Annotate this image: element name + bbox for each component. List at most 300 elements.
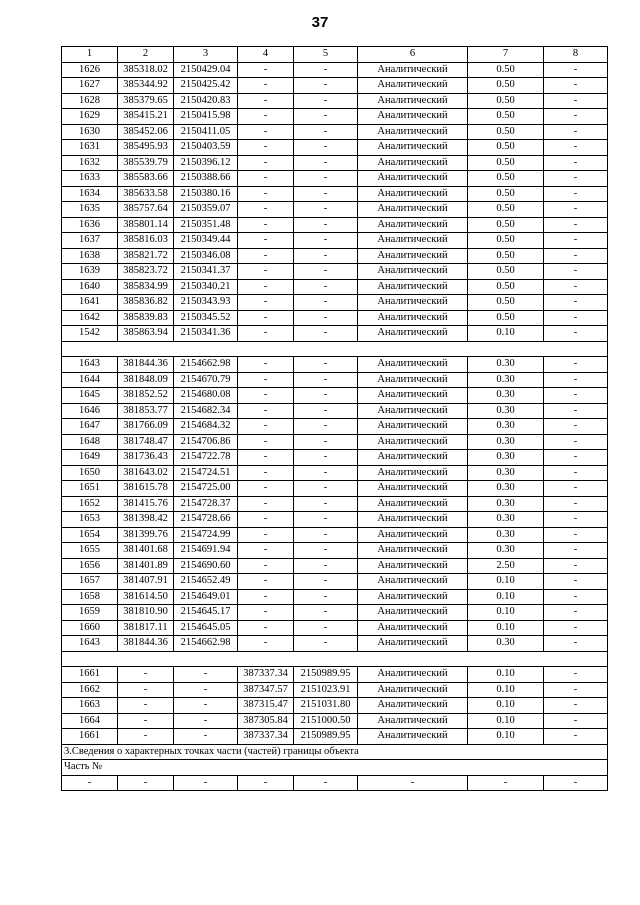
- table-row: [62, 403, 608, 419]
- table-cell: 1542: [62, 326, 118, 342]
- table-row: [62, 527, 608, 543]
- table-cell: 0.30: [468, 450, 544, 466]
- table-cell: 385801.14: [118, 217, 174, 233]
- table-cell: -: [294, 512, 358, 528]
- table-cell: 1659: [62, 605, 118, 621]
- table-cell: 381766.09: [118, 419, 174, 435]
- table-cell: 381615.78: [118, 481, 174, 497]
- table-cell: 2151023.91: [294, 682, 358, 698]
- table-cell: 381643.02: [118, 465, 174, 481]
- table-cell: -: [294, 62, 358, 78]
- table-cell: -: [294, 233, 358, 249]
- table-cell: 2150346.08: [174, 248, 238, 264]
- table-cell: -: [238, 140, 294, 156]
- table-cell: 385452.06: [118, 124, 174, 140]
- table-cell: 0.50: [468, 264, 544, 280]
- table-cell: Аналитический: [358, 682, 468, 698]
- table-row: [62, 636, 608, 652]
- table-cell: 3: [174, 47, 238, 63]
- table-cell: 2154728.66: [174, 512, 238, 528]
- table-cell: -: [544, 620, 608, 636]
- table-cell: 1634: [62, 186, 118, 202]
- table-cell: 381844.36: [118, 357, 174, 373]
- table-cell: 2150388.66: [174, 171, 238, 187]
- table-cell: -: [238, 775, 294, 791]
- table-cell: 381853.77: [118, 403, 174, 419]
- table-cell: -: [294, 419, 358, 435]
- table-row: [62, 140, 608, 156]
- table-cell: Аналитический: [358, 62, 468, 78]
- table-cell: 1658: [62, 589, 118, 605]
- table-cell: 385344.92: [118, 78, 174, 94]
- table-cell: 0.30: [468, 357, 544, 373]
- table-cell: 385836.82: [118, 295, 174, 311]
- table-cell: 2150425.42: [174, 78, 238, 94]
- table-row: [62, 729, 608, 745]
- table-cell: -: [544, 527, 608, 543]
- table-cell: Аналитический: [358, 403, 468, 419]
- table-cell: 1642: [62, 310, 118, 326]
- table-cell: 0.30: [468, 419, 544, 435]
- table-cell: -: [294, 589, 358, 605]
- table-cell: 2150343.93: [174, 295, 238, 311]
- table-row: [62, 558, 608, 574]
- table-cell: 0.10: [468, 620, 544, 636]
- table-cell: -: [294, 140, 358, 156]
- table-cell: 387315.47: [238, 698, 294, 714]
- table-cell: 387337.34: [238, 729, 294, 745]
- table-cell: -: [294, 558, 358, 574]
- table-cell: -: [174, 682, 238, 698]
- table-cell: Аналитический: [358, 496, 468, 512]
- table-row: [62, 667, 608, 683]
- table-cell: -: [294, 279, 358, 295]
- table-cell: -: [238, 620, 294, 636]
- table-cell: 385539.79: [118, 155, 174, 171]
- table-body: [62, 47, 608, 791]
- table-cell: Аналитический: [358, 465, 468, 481]
- table-cell: 381852.52: [118, 388, 174, 404]
- table-cell: 1655: [62, 543, 118, 559]
- table-cell: -: [238, 171, 294, 187]
- table-cell: 1653: [62, 512, 118, 528]
- table-cell: -: [544, 465, 608, 481]
- table-cell: 381614.50: [118, 589, 174, 605]
- table-cell: 1660: [62, 620, 118, 636]
- table-row: [62, 295, 608, 311]
- table-cell: 1628: [62, 93, 118, 109]
- table-cell: -: [544, 434, 608, 450]
- table-row: [62, 605, 608, 621]
- table-cell: -: [118, 729, 174, 745]
- table-cell: 0.10: [468, 682, 544, 698]
- table-cell: 1650: [62, 465, 118, 481]
- table-cell: 0.30: [468, 543, 544, 559]
- part-label-row: [62, 760, 608, 776]
- table-cell: 0.50: [468, 202, 544, 218]
- table-cell: 0.30: [468, 434, 544, 450]
- table-cell: -: [294, 202, 358, 218]
- table-cell: -: [238, 109, 294, 125]
- table-cell: 2150420.83: [174, 93, 238, 109]
- table-cell: 1643: [62, 636, 118, 652]
- table-cell: Аналитический: [358, 589, 468, 605]
- table-row: [62, 775, 608, 791]
- table-cell: Аналитический: [358, 264, 468, 280]
- table-cell: -: [238, 295, 294, 311]
- table-cell: -: [544, 481, 608, 497]
- table-cell: 381399.76: [118, 527, 174, 543]
- table-row: [62, 357, 608, 373]
- table-row: [62, 434, 608, 450]
- table-cell: 0.30: [468, 636, 544, 652]
- table-cell: 385863.94: [118, 326, 174, 342]
- table-cell: 385823.72: [118, 264, 174, 280]
- table-cell: Аналитический: [358, 434, 468, 450]
- table-cell: 2150340.21: [174, 279, 238, 295]
- table-cell: Аналитический: [358, 279, 468, 295]
- table-cell: Аналитический: [358, 388, 468, 404]
- table-cell: 0.50: [468, 279, 544, 295]
- table-cell: 2154690.60: [174, 558, 238, 574]
- table-cell: 2154691.94: [174, 543, 238, 559]
- table-cell: -: [294, 403, 358, 419]
- table-cell: -: [238, 496, 294, 512]
- table-cell: 1649: [62, 450, 118, 466]
- table-cell: 1647: [62, 419, 118, 435]
- table-cell: 0.50: [468, 62, 544, 78]
- table-cell: Аналитический: [358, 326, 468, 342]
- table-cell: -: [544, 605, 608, 621]
- table-cell: -: [294, 326, 358, 342]
- table-cell: -: [294, 155, 358, 171]
- table-cell: 0.50: [468, 93, 544, 109]
- table-cell: 2154724.99: [174, 527, 238, 543]
- table-cell: 0.50: [468, 155, 544, 171]
- table-cell: Аналитический: [358, 310, 468, 326]
- table-cell: 1635: [62, 202, 118, 218]
- table-cell: -: [238, 357, 294, 373]
- table-cell: -: [238, 605, 294, 621]
- table-cell: -: [238, 124, 294, 140]
- table-cell: -: [544, 155, 608, 171]
- table-row: [62, 543, 608, 559]
- table-row: [62, 450, 608, 466]
- table-cell: 2154670.79: [174, 372, 238, 388]
- table-cell: 0.10: [468, 729, 544, 745]
- table-cell: -: [294, 775, 358, 791]
- table-cell: -: [544, 698, 608, 714]
- table-cell: 1643: [62, 357, 118, 373]
- table-cell: 2.50: [468, 558, 544, 574]
- table-cell: 0.50: [468, 140, 544, 156]
- table-cell: -: [238, 326, 294, 342]
- table-cell: 0.30: [468, 372, 544, 388]
- table-row: [62, 186, 608, 202]
- table-cell: Аналитический: [358, 512, 468, 528]
- table-cell: 381401.68: [118, 543, 174, 559]
- table-cell: -: [544, 217, 608, 233]
- table-cell: 0.10: [468, 326, 544, 342]
- table-cell: 1638: [62, 248, 118, 264]
- table-cell: -: [174, 698, 238, 714]
- table-cell: -: [544, 124, 608, 140]
- table-cell: 2150396.12: [174, 155, 238, 171]
- table-cell: 2150429.04: [174, 62, 238, 78]
- table-cell: 2150403.59: [174, 140, 238, 156]
- table-cell: 1627: [62, 78, 118, 94]
- table-cell: 1651: [62, 481, 118, 497]
- table-cell: -: [294, 78, 358, 94]
- table-cell: -: [294, 496, 358, 512]
- table-cell: 385583.66: [118, 171, 174, 187]
- table-cell: Аналитический: [358, 233, 468, 249]
- table-cell: Аналитический: [358, 620, 468, 636]
- table-row: [62, 93, 608, 109]
- table-cell: -: [118, 682, 174, 698]
- table-cell: Аналитический: [358, 78, 468, 94]
- table-cell: Аналитический: [358, 202, 468, 218]
- table-cell: -: [544, 233, 608, 249]
- table-cell: -: [294, 434, 358, 450]
- table-row: [62, 310, 608, 326]
- table-cell: 2154645.17: [174, 605, 238, 621]
- table-cell: -: [238, 434, 294, 450]
- table-cell: -: [544, 496, 608, 512]
- table-row: [62, 698, 608, 714]
- table-cell: Аналитический: [358, 93, 468, 109]
- table-cell: -: [238, 388, 294, 404]
- table-cell: 387305.84: [238, 713, 294, 729]
- table-cell: 381415.76: [118, 496, 174, 512]
- table-cell: -: [238, 481, 294, 497]
- table-cell: -: [238, 202, 294, 218]
- table-cell: 0.30: [468, 481, 544, 497]
- table-cell: 2: [118, 47, 174, 63]
- table-cell: -: [294, 124, 358, 140]
- table-cell: -: [238, 574, 294, 590]
- table-cell: 0.50: [468, 217, 544, 233]
- table-cell: 2150345.52: [174, 310, 238, 326]
- table-cell: 381407.91: [118, 574, 174, 590]
- table-cell: 2154662.98: [174, 636, 238, 652]
- table-row: [62, 465, 608, 481]
- table-row: [62, 217, 608, 233]
- table-cell: 5: [294, 47, 358, 63]
- table-cell: -: [62, 775, 118, 791]
- table-cell: -: [294, 248, 358, 264]
- table-cell: -: [544, 326, 608, 342]
- table-row: [62, 713, 608, 729]
- table-row: [62, 248, 608, 264]
- table-row: [62, 233, 608, 249]
- spacer-row: [62, 651, 608, 667]
- table-cell: 1656: [62, 558, 118, 574]
- table-cell: 1654: [62, 527, 118, 543]
- table-cell: 381398.42: [118, 512, 174, 528]
- table-cell: 6: [358, 47, 468, 63]
- table-cell: 1629: [62, 109, 118, 125]
- table-cell: -: [238, 264, 294, 280]
- table-cell: -: [544, 450, 608, 466]
- table-cell: 0.50: [468, 78, 544, 94]
- table-cell: 385834.99: [118, 279, 174, 295]
- table-cell: -: [544, 171, 608, 187]
- table-cell: 1664: [62, 713, 118, 729]
- table-cell: -: [238, 589, 294, 605]
- table-cell: -: [544, 713, 608, 729]
- table-cell: Аналитический: [358, 217, 468, 233]
- table-cell: 1657: [62, 574, 118, 590]
- table-cell: -: [238, 527, 294, 543]
- table-row: [62, 496, 608, 512]
- table-cell: 385839.83: [118, 310, 174, 326]
- table-cell: -: [544, 419, 608, 435]
- table-cell: 1639: [62, 264, 118, 280]
- spacer-cell: [62, 651, 608, 667]
- table-cell: -: [544, 295, 608, 311]
- table-cell: Аналитический: [358, 372, 468, 388]
- table-cell: -: [294, 186, 358, 202]
- table-cell: -: [238, 248, 294, 264]
- table-cell: -: [118, 698, 174, 714]
- table-cell: 385379.65: [118, 93, 174, 109]
- table-cell: 1637: [62, 233, 118, 249]
- table-cell: -: [544, 636, 608, 652]
- table-cell: 0.10: [468, 713, 544, 729]
- spacer-row: [62, 341, 608, 357]
- table-cell: Аналитический: [358, 713, 468, 729]
- table-cell: -: [238, 372, 294, 388]
- table-cell: 1663: [62, 698, 118, 714]
- table-cell: -: [118, 713, 174, 729]
- table-cell: -: [238, 403, 294, 419]
- table-cell: 1626: [62, 62, 118, 78]
- table-cell: -: [238, 512, 294, 528]
- table-cell: -: [238, 558, 294, 574]
- table-cell: -: [238, 543, 294, 559]
- table-cell: -: [238, 217, 294, 233]
- table-cell: 1661: [62, 729, 118, 745]
- part-label-row-text: Часть №: [62, 760, 608, 776]
- table-cell: -: [544, 543, 608, 559]
- table-cell: 0.30: [468, 465, 544, 481]
- table-cell: Аналитический: [358, 605, 468, 621]
- table-cell: 0.10: [468, 589, 544, 605]
- table-cell: Аналитический: [358, 450, 468, 466]
- table-cell: -: [294, 636, 358, 652]
- table-cell: 1648: [62, 434, 118, 450]
- table-row: [62, 372, 608, 388]
- table-cell: -: [174, 729, 238, 745]
- table-cell: Аналитический: [358, 636, 468, 652]
- table-cell: 1662: [62, 682, 118, 698]
- table-row: [62, 264, 608, 280]
- table-cell: 0.10: [468, 667, 544, 683]
- table-cell: 2154649.01: [174, 589, 238, 605]
- table-cell: 0.30: [468, 388, 544, 404]
- table-cell: 0.50: [468, 124, 544, 140]
- table-cell: -: [544, 202, 608, 218]
- table-cell: 381848.09: [118, 372, 174, 388]
- table-cell: -: [544, 264, 608, 280]
- table-cell: 2150351.48: [174, 217, 238, 233]
- table-cell: Аналитический: [358, 729, 468, 745]
- table-cell: -: [238, 78, 294, 94]
- table-cell: -: [238, 233, 294, 249]
- table-cell: 1652: [62, 496, 118, 512]
- table-cell: -: [544, 558, 608, 574]
- table-row: [62, 202, 608, 218]
- table-cell: 2154725.00: [174, 481, 238, 497]
- table-row: [62, 419, 608, 435]
- table-row: [62, 682, 608, 698]
- table-cell: -: [544, 388, 608, 404]
- table-cell: 2154662.98: [174, 357, 238, 373]
- table-cell: Аналитический: [358, 186, 468, 202]
- table-cell: 381748.47: [118, 434, 174, 450]
- table-cell: 2154652.49: [174, 574, 238, 590]
- table-cell: Аналитический: [358, 124, 468, 140]
- table-cell: 1633: [62, 171, 118, 187]
- table-cell: 0.10: [468, 698, 544, 714]
- table-cell: 0.30: [468, 527, 544, 543]
- table-cell: -: [294, 93, 358, 109]
- table-cell: -: [544, 279, 608, 295]
- table-cell: 0.50: [468, 171, 544, 187]
- table-cell: 2150341.36: [174, 326, 238, 342]
- section-title-row: [62, 744, 608, 760]
- table-cell: 1644: [62, 372, 118, 388]
- table-cell: -: [118, 667, 174, 683]
- table-cell: 0.50: [468, 186, 544, 202]
- table-cell: 7: [468, 47, 544, 63]
- table-cell: 2151000.50: [294, 713, 358, 729]
- table-cell: -: [118, 775, 174, 791]
- table-cell: 2154706.86: [174, 434, 238, 450]
- table-cell: -: [468, 775, 544, 791]
- table-cell: -: [174, 775, 238, 791]
- table-cell: 387347.57: [238, 682, 294, 698]
- table-cell: Аналитический: [358, 419, 468, 435]
- table-cell: 2154724.51: [174, 465, 238, 481]
- table-cell: -: [238, 450, 294, 466]
- table-cell: Аналитический: [358, 543, 468, 559]
- table-cell: 381844.36: [118, 636, 174, 652]
- table-cell: 1636: [62, 217, 118, 233]
- table-cell: 1631: [62, 140, 118, 156]
- table-cell: -: [544, 62, 608, 78]
- table-cell: -: [238, 465, 294, 481]
- table-cell: 0.10: [468, 574, 544, 590]
- table-cell: -: [294, 481, 358, 497]
- table-cell: 381736.43: [118, 450, 174, 466]
- table-cell: -: [238, 310, 294, 326]
- table-cell: 2150380.16: [174, 186, 238, 202]
- table-cell: -: [294, 171, 358, 187]
- table-cell: 2154722.78: [174, 450, 238, 466]
- table-cell: -: [544, 310, 608, 326]
- table-cell: -: [294, 372, 358, 388]
- table-cell: -: [544, 248, 608, 264]
- table-cell: -: [294, 109, 358, 125]
- table-cell: -: [238, 155, 294, 171]
- table-row: [62, 326, 608, 342]
- table-row: [62, 155, 608, 171]
- section-title-row-text: 3.Сведения о характерных точках части (частей) границы объекта: [62, 744, 608, 760]
- table-cell: -: [294, 310, 358, 326]
- table-cell: Аналитический: [358, 155, 468, 171]
